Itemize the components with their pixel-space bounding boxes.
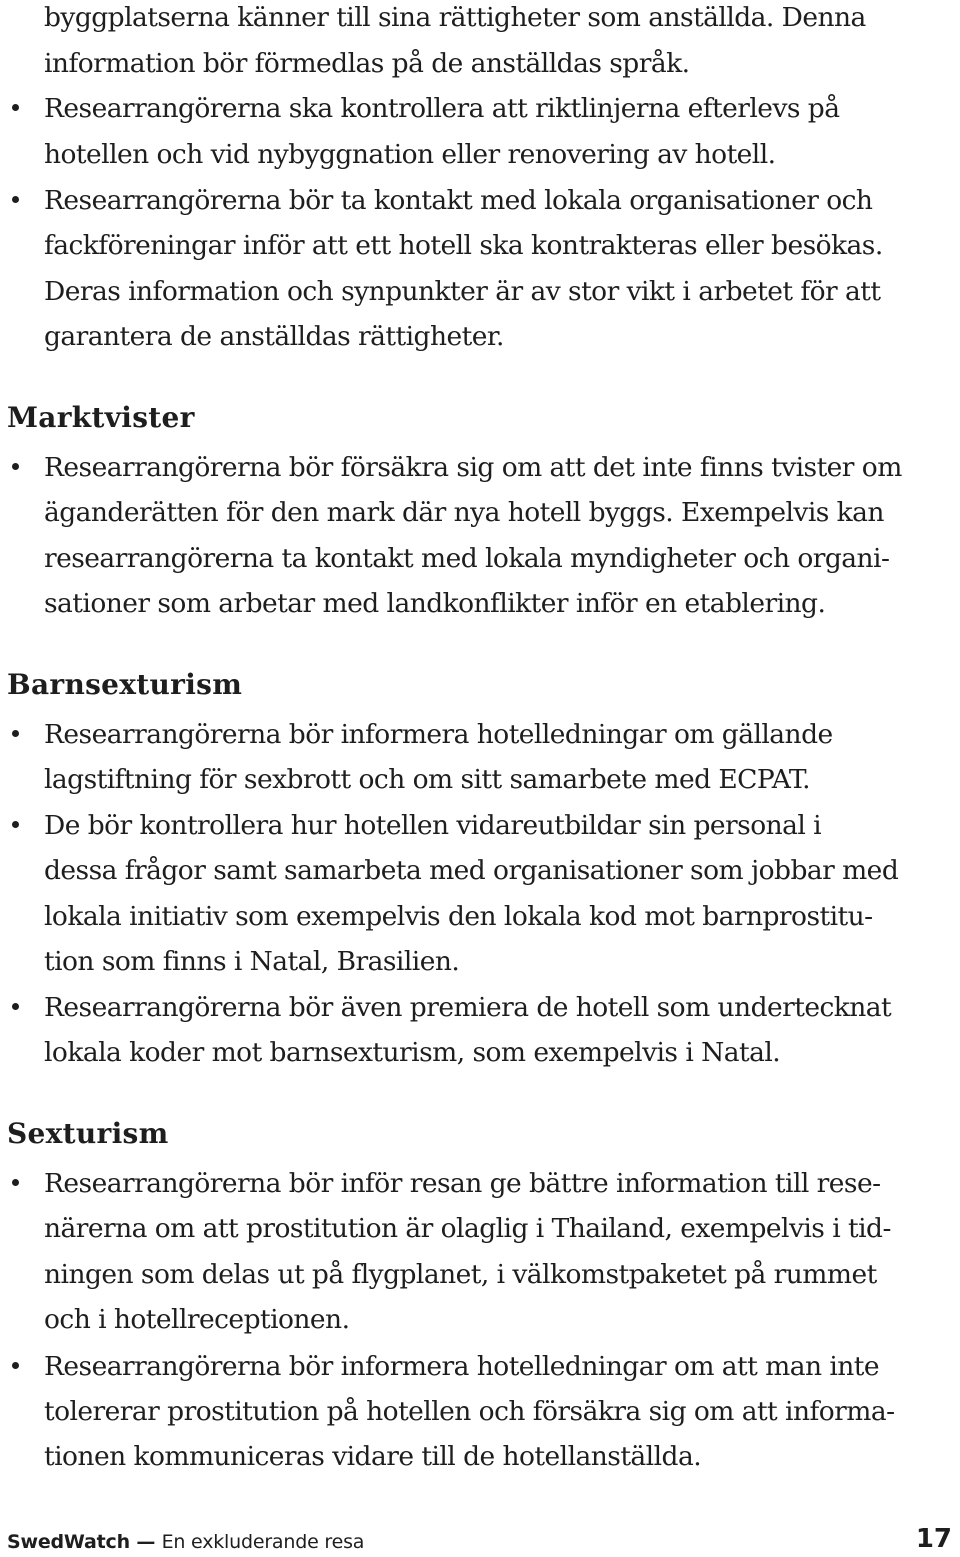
bullet-line: sationer som arbetar med landkonflikter inför en etablering. — [44, 588, 826, 619]
footer-separator: — — [136, 1531, 156, 1553]
bullet-line: Researrangörerna bör även premiera de hotell som undertecknat — [44, 992, 892, 1023]
bullet-dot — [12, 1179, 19, 1186]
bullet-line: Researrangörerna bör informera hotelledningar om gällande — [44, 719, 833, 750]
section-heading: Marktvister — [7, 401, 195, 434]
bullet-dot — [12, 821, 19, 828]
page-footer — [7, 1533, 364, 1552]
bullet-dot — [12, 1003, 19, 1010]
bullet-dot — [12, 463, 19, 470]
bullet-line: närerna om att prostitution är olaglig i Thailand, exempelvis i tid- — [44, 1213, 891, 1244]
bullet-line: De bör kontrollera hur hotellen vidareutbildar sin personal i — [44, 810, 822, 841]
bullet-line: hotellen och vid nybyggnation eller renovering av hotell. — [44, 139, 776, 170]
bullet-line: Deras information och synpunkter är av stor vikt i arbetet för att — [44, 276, 881, 307]
section-heading: Sexturism — [7, 1117, 169, 1150]
bullet-line: tion som finns i Natal, Brasilien. — [44, 946, 460, 977]
bullet-line: tolererar prostitution på hotellen och försäkra sig om att informa- — [44, 1396, 895, 1427]
bullet-line: Researrangörerna bör informera hotelledningar om att man inte — [44, 1351, 880, 1382]
page-number: 17 — [915, 1524, 952, 1554]
bullet-line: ningen som delas ut på flygplanet, i välkomstpaketet på rummet — [44, 1259, 877, 1290]
intro-line-2: information bör förmedlas på de anställdas språk. — [44, 48, 690, 79]
bullet-line: äganderätten för den mark där nya hotell byggs. Exempelvis kan — [44, 497, 884, 528]
section-heading: Barnsexturism — [7, 668, 243, 701]
bullet-dot — [12, 104, 19, 111]
bullet-line: fackföreningar inför att ett hotell ska kontrakteras eller besökas. — [44, 230, 883, 261]
bullet-dot — [12, 730, 19, 737]
bullet-line: dessa frågor samt samarbeta med organisationer som jobbar med — [44, 855, 899, 886]
bullet-line: lokala initiativ som exempelvis den lokala kod mot barnprostitu- — [44, 901, 873, 932]
bullet-line: Researrangörerna ska kontrollera att riktlinjerna efterlevs på — [44, 93, 840, 124]
footer-publisher: SwedWatch — [7, 1531, 130, 1553]
bullet-line: Researrangörerna bör ta kontakt med lokala organisationer och — [44, 185, 873, 216]
bullet-line: och i hotellreceptionen. — [44, 1304, 350, 1335]
bullet-line: lagstiftning för sexbrott och om sitt samarbete med ECPAT. — [44, 764, 810, 795]
bullet-line: lokala koder mot barnsexturism, som exempelvis i Natal. — [44, 1037, 781, 1068]
bullet-line: tionen kommuniceras vidare till de hotellanställda. — [44, 1441, 702, 1472]
footer-title: En exkluderande resa — [161, 1531, 365, 1553]
bullet-dot — [12, 196, 19, 203]
bullet-line: researrangörerna ta kontakt med lokala myndigheter och organi- — [44, 543, 890, 574]
intro-line-1: byggplatserna känner till sina rättigheter som anställda. Denna — [44, 2, 866, 33]
bullet-line: Researrangörerna bör inför resan ge bättre information till rese- — [44, 1168, 881, 1199]
bullet-line: Researrangörerna bör försäkra sig om att det inte finns tvister om — [44, 452, 902, 483]
bullet-line: garantera de anställdas rättigheter. — [44, 321, 504, 352]
bullet-dot — [12, 1362, 19, 1369]
